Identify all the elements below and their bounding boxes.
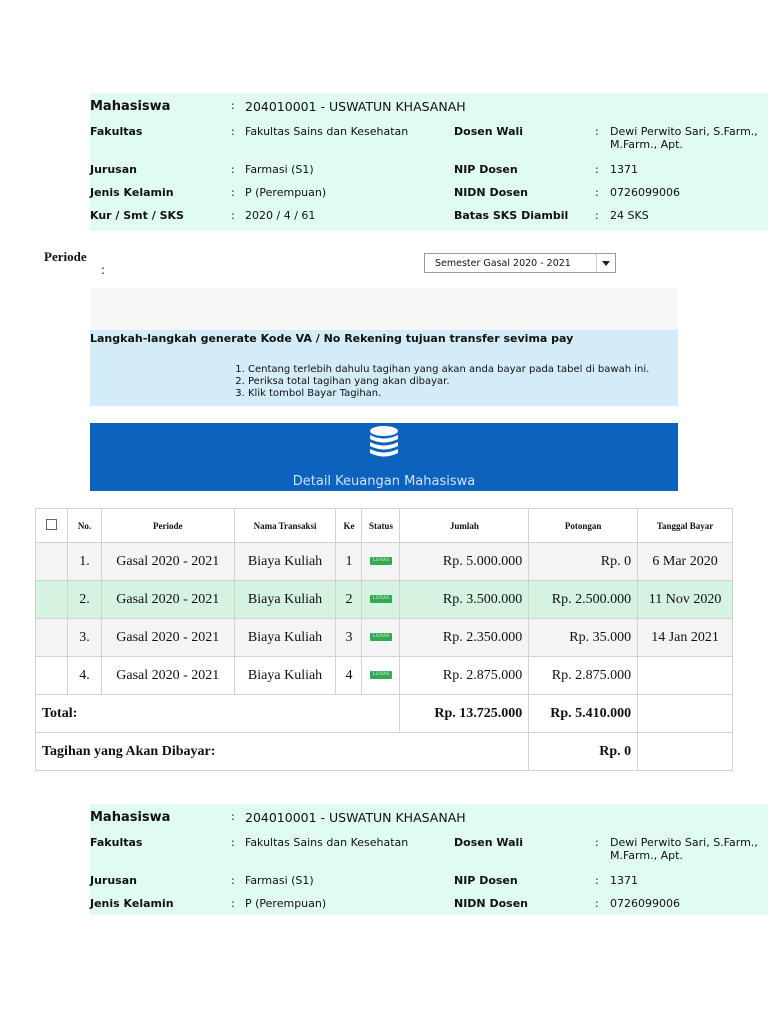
table-row (36, 543, 733, 581)
step-item: 1. Centang terlebih dahulu tagihan yang akan anda bayar pada tabel di bawah ini. (248, 364, 649, 376)
jurusan-value: Farmasi (S1) (245, 163, 314, 176)
nidn-label: NIDN Dosen (454, 186, 528, 199)
jurusan-label: Jurusan (90, 874, 137, 887)
dosen-wali-label: Dosen Wali (454, 836, 524, 849)
row-nama: Biaya Kuliah (234, 581, 336, 619)
row-tanggal: 11 Nov 2020 (638, 581, 733, 619)
row-jumlah: Rp. 5.000.000 (400, 543, 529, 581)
row-tanggal: 14 Jan 2021 (638, 619, 733, 657)
payment-steps-box (90, 330, 678, 406)
colon: : (595, 897, 599, 910)
kur-smt-sks-value: 2020 / 4 / 61 (245, 209, 316, 222)
row-ke: 4 (336, 657, 362, 695)
table-row (36, 619, 733, 657)
total-jumlah: Rp. 13.725.000 (400, 695, 529, 733)
row-status-cell (362, 657, 400, 695)
tagihan-row (36, 733, 733, 771)
dosen-wali-label: Dosen Wali (454, 125, 524, 138)
status-badge: LUNAS (370, 671, 392, 679)
fakultas-label: Fakultas (90, 125, 143, 138)
nidn-value: 0726099006 (610, 897, 680, 910)
period-select-value: Semester Gasal 2020 - 2021 (435, 258, 571, 269)
select-all-cell[interactable] (36, 509, 68, 543)
steps-heading: Langkah-langkah generate Kode VA / No Rekening tujuan transfer sevima pay (90, 332, 574, 345)
row-periode: Gasal 2020 - 2021 (101, 543, 234, 581)
row-nama: Biaya Kuliah (234, 657, 336, 695)
table-row (36, 581, 733, 619)
fakultas-value: Fakultas Sains dan Kesehatan (245, 125, 409, 138)
spacer-band (90, 288, 678, 330)
total-potongan: Rp. 5.410.000 (529, 695, 638, 733)
row-potongan: Rp. 2.500.000 (529, 581, 638, 619)
row-select-cell (36, 657, 68, 695)
table-header-row (36, 509, 733, 543)
colon: : (231, 836, 235, 849)
row-select-cell (36, 581, 68, 619)
row-tanggal: 6 Mar 2020 (638, 543, 733, 581)
row-no: 3. (67, 619, 101, 657)
status-badge: LUNAS (370, 595, 392, 603)
colon: : (231, 810, 235, 823)
chevron-down-icon[interactable] (596, 254, 615, 272)
select-all-checkbox[interactable] (46, 519, 57, 530)
jurusan-value: Farmasi (S1) (245, 874, 314, 887)
jenis-kelamin-label: Jenis Kelamin (90, 897, 174, 910)
banner-title: Detail Keuangan Mahasiswa (292, 474, 476, 489)
colon: : (595, 209, 599, 222)
nip-value: 1371 (610, 163, 638, 176)
colon: : (231, 186, 235, 199)
coins-icon (368, 425, 400, 465)
table-row (36, 657, 733, 695)
jenis-kelamin-value: P (Perempuan) (245, 897, 327, 910)
col-header: Periode (101, 509, 234, 543)
period-select[interactable] (424, 253, 616, 273)
batas-sks-value: 24 SKS (610, 209, 649, 222)
jenis-kelamin-value: P (Perempuan) (245, 186, 327, 199)
row-nama: Biaya Kuliah (234, 543, 336, 581)
colon: : (231, 897, 235, 910)
colon: : (231, 163, 235, 176)
col-header: No. (67, 509, 101, 543)
row-periode: Gasal 2020 - 2021 (101, 657, 234, 695)
col-header: Tanggal Bayar (638, 509, 733, 543)
jurusan-label: Jurusan (90, 163, 137, 176)
nidn-label: NIDN Dosen (454, 897, 528, 910)
total-row (36, 695, 733, 733)
batas-sks-label: Batas SKS Diambil (454, 209, 569, 222)
nip-value: 1371 (610, 874, 638, 887)
colon: : (595, 874, 599, 887)
col-header: Jumlah (400, 509, 529, 543)
row-potongan: Rp. 2.875.000 (529, 657, 638, 695)
step-item: 3. Klik tombol Bayar Tagihan. (248, 388, 649, 400)
nip-label: NIP Dosen (454, 163, 518, 176)
fakultas-value: Fakultas Sains dan Kesehatan (245, 836, 409, 849)
student-info-panel (90, 93, 768, 231)
row-potongan: Rp. 0 (529, 543, 638, 581)
col-header: Potongan (529, 509, 638, 543)
colon: : (595, 163, 599, 176)
colon: : (231, 874, 235, 887)
col-header: Status (362, 509, 400, 543)
col-header: Nama Transaksi (234, 509, 336, 543)
nidn-value: 0726099006 (610, 186, 680, 199)
colon: : (595, 186, 599, 199)
period-colon: : (101, 263, 106, 277)
tagihan-value: Rp. 0 (529, 733, 638, 771)
row-status-cell (362, 581, 400, 619)
mahasiswa-value: 204010001 - USWATUN KHASANAH (245, 810, 466, 825)
row-ke: 2 (336, 581, 362, 619)
row-status-cell (362, 619, 400, 657)
row-no: 2. (67, 581, 101, 619)
colon: : (595, 125, 599, 138)
colon: : (231, 125, 235, 138)
row-status-cell (362, 543, 400, 581)
status-badge: LUNAS (370, 633, 392, 641)
row-ke: 3 (336, 619, 362, 657)
row-no: 1. (67, 543, 101, 581)
row-nama: Biaya Kuliah (234, 619, 336, 657)
row-potongan: Rp. 35.000 (529, 619, 638, 657)
mahasiswa-value: 204010001 - USWATUN KHASANAH (245, 99, 466, 114)
row-select-cell (36, 543, 68, 581)
row-jumlah: Rp. 2.350.000 (400, 619, 529, 657)
row-tanggal (638, 657, 733, 695)
dosen-wali-value: Dewi Perwito Sari, S.Farm., M.Farm., Apt. (610, 125, 758, 151)
dosen-wali-value: Dewi Perwito Sari, S.Farm., M.Farm., Apt. (610, 836, 758, 862)
row-select-cell (36, 619, 68, 657)
fakultas-label: Fakultas (90, 836, 143, 849)
finance-table (35, 508, 733, 771)
empty-cell (638, 733, 733, 771)
row-ke: 1 (336, 543, 362, 581)
mahasiswa-label: Mahasiswa (90, 99, 171, 114)
col-header: Ke (336, 509, 362, 543)
colon: : (595, 836, 599, 849)
status-badge: LUNAS (370, 557, 392, 565)
jenis-kelamin-label: Jenis Kelamin (90, 186, 174, 199)
row-periode: Gasal 2020 - 2021 (101, 581, 234, 619)
mahasiswa-label: Mahasiswa (90, 810, 171, 825)
colon: : (231, 209, 235, 222)
steps-list (226, 364, 649, 400)
student-info-panel-repeat (90, 804, 768, 915)
finance-banner (90, 423, 678, 491)
nip-label: NIP Dosen (454, 874, 518, 887)
step-item: 2. Periksa total tagihan yang akan dibayar. (248, 376, 649, 388)
kur-smt-sks-label: Kur / Smt / SKS (90, 209, 184, 222)
row-periode: Gasal 2020 - 2021 (101, 619, 234, 657)
row-jumlah: Rp. 2.875.000 (400, 657, 529, 695)
total-label: Total: (36, 695, 400, 733)
empty-cell (638, 695, 733, 733)
row-no: 4. (67, 657, 101, 695)
colon: : (231, 99, 235, 112)
period-label: Periode (44, 249, 87, 264)
tagihan-label: Tagihan yang Akan Dibayar: (36, 733, 529, 771)
row-jumlah: Rp. 3.500.000 (400, 581, 529, 619)
